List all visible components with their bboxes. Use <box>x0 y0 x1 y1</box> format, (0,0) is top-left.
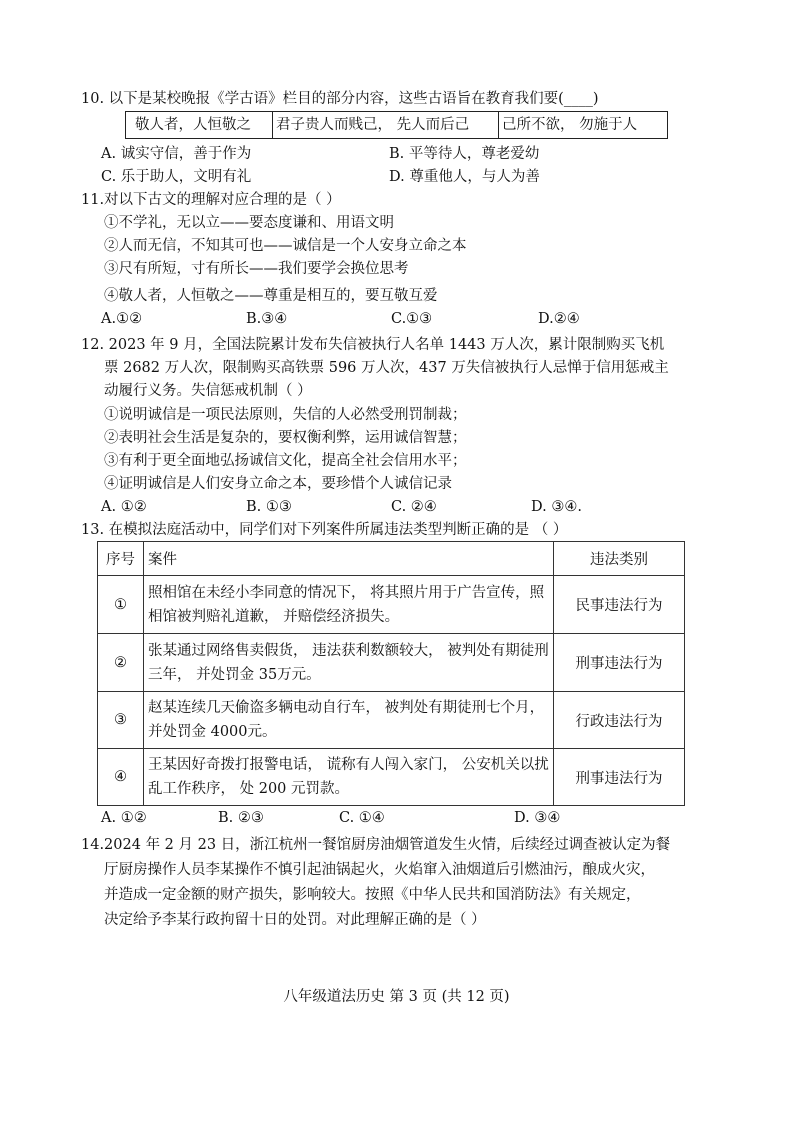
q10-quote-divider <box>498 112 499 138</box>
header-type: 违法类别 <box>554 542 685 576</box>
q12-option-b[interactable]: B. ①③ <box>246 499 292 515</box>
header-case: 案件 <box>144 542 554 576</box>
q11-item-3: ③尺有所短，寸有所长——我们要学会换位思考 <box>104 261 409 277</box>
q11-item-4: ④敬人者，人恒敬之——尊重是相互的，要互敬互爱 <box>104 288 438 304</box>
row-number: ② <box>98 634 144 692</box>
q12-item-1: ①说明诚信是一项民法原则，失信的人必然受刑罚制裁； <box>104 407 467 423</box>
q11-stem: 11.对以下古文的理解对应合理的是（ ） <box>81 192 341 208</box>
q10-quote-box <box>125 111 668 139</box>
q13-case-table <box>97 541 685 806</box>
q13-option-d[interactable]: D. ③④ <box>514 810 561 826</box>
q13-option-a[interactable]: A. ①② <box>101 810 147 826</box>
q10-option-a[interactable]: A. 诚实守信，善于作为 <box>101 146 252 162</box>
row-number: ④ <box>98 749 144 806</box>
q12-item-2: ②表明社会生活是复杂的，要权衡利弊，运用诚信智慧； <box>104 430 467 446</box>
table-row <box>98 749 685 806</box>
row-type: 刑事违法行为 <box>554 749 685 806</box>
q10-stem: 10. 以下是某校晚报《学古语》栏目的部分内容，这些古语旨在教育我们要(____) <box>81 91 599 107</box>
row-number: ③ <box>98 692 144 749</box>
page-footer: 八年级道法历史 第 3 页 (共 12 页) <box>283 989 510 1005</box>
q14-line-3: 并造成一定金额的财产损失，影响较大。按照《中华人民共和国消防法》有关规定， <box>104 887 641 903</box>
q12-option-d[interactable]: D. ③④. <box>531 499 582 515</box>
q10-quote-1: 敬人者，人恒敬之 <box>135 117 251 133</box>
q12-line-1: 12. 2023 年 9 月，全国法院累计发布失信被执行人名单 1443 万人次，累计限制购买飞机 <box>81 337 665 353</box>
q11-option-d[interactable]: D.②④ <box>538 311 580 327</box>
q12-item-3: ③有利于更全面地弘扬诚信文化，提高全社会信用水平； <box>104 453 467 469</box>
q12-option-a[interactable]: A. ①② <box>101 499 147 515</box>
q14-line-1: 14.2024 年 2 月 23 日，浙江杭州一餐馆厨房油烟管道发生火情，后续经过调查被认定为餐 <box>81 837 671 853</box>
row-case: 王某因好奇拨打报警电话， 谎称有人闯入家门， 公安机关以扰乱工作秩序， 处 200 元罚款。 <box>144 749 554 806</box>
table-header-row <box>98 542 685 576</box>
q10-quote-divider <box>272 112 273 138</box>
table-row <box>98 692 685 749</box>
row-case: 赵某连续几天偷盗多辆电动自行车， 被判处有期徒刑七个月，并处罚金 4000元。 <box>144 692 554 749</box>
table-row <box>98 576 685 634</box>
header-number: 序号 <box>98 542 144 576</box>
row-number: ① <box>98 576 144 634</box>
q12-option-c[interactable]: C. ②④ <box>391 499 437 515</box>
q13-stem: 13. 在模拟法庭活动中，同学们对下列案件所属违法类型判断正确的是 （ ） <box>81 522 568 538</box>
row-type: 行政违法行为 <box>554 692 685 749</box>
row-type: 民事违法行为 <box>554 576 685 634</box>
q11-option-b[interactable]: B.③④ <box>246 311 288 327</box>
q12-line-3: 动履行义务。失信惩戒机制（ ） <box>104 383 312 399</box>
q11-option-a[interactable]: A.①② <box>101 311 143 327</box>
q14-line-2: 厅厨房操作人员李某操作不慎引起油锅起火，火焰窜入油烟道后引燃油污，酿成火灾， <box>104 862 655 878</box>
table-row <box>98 634 685 692</box>
q11-item-2: ②人而无信，不知其可也——诚信是一个人安身立命之本 <box>104 238 467 254</box>
q10-quote-3: 己所不欲， 勿施于人 <box>502 117 638 133</box>
row-type: 刑事违法行为 <box>554 634 685 692</box>
q14-line-4: 决定给予李某行政拘留十日的处罚。对此理解正确的是（ ） <box>104 912 486 928</box>
q13-option-b[interactable]: B. ②③ <box>218 810 264 826</box>
q10-option-b[interactable]: B. 平等待人，尊老爱幼 <box>389 146 540 162</box>
q12-line-2: 票 2682 万人次，限制购买高铁票 596 万人次，437 万失信被执行人忌惮于信用惩戒主 <box>104 360 669 376</box>
q11-item-1: ①不学礼，无以立——要态度谦和、用语文明 <box>104 215 394 231</box>
row-case: 张某通过网络售卖假货， 违法获利数额较大， 被判处有期徒刑三年， 并处罚金 35万元。 <box>144 634 554 692</box>
q11-option-c[interactable]: C.①③ <box>391 311 433 327</box>
q10-option-c[interactable]: C. 乐于助人，文明有礼 <box>101 169 252 185</box>
q10-quote-2: 君子贵人而贱己， 先人而后己 <box>276 117 470 133</box>
q12-item-4: ④证明诚信是人们安身立命之本，要珍惜个人诚信记录 <box>104 476 452 492</box>
row-case: 照相馆在未经小李同意的情况下， 将其照片用于广告宣传，照相馆被判赔礼道歉， 并赔偿经济损失。 <box>144 576 554 634</box>
q10-option-d[interactable]: D. 尊重他人，与人为善 <box>389 169 540 185</box>
q13-option-c[interactable]: C. ①④ <box>339 810 385 826</box>
